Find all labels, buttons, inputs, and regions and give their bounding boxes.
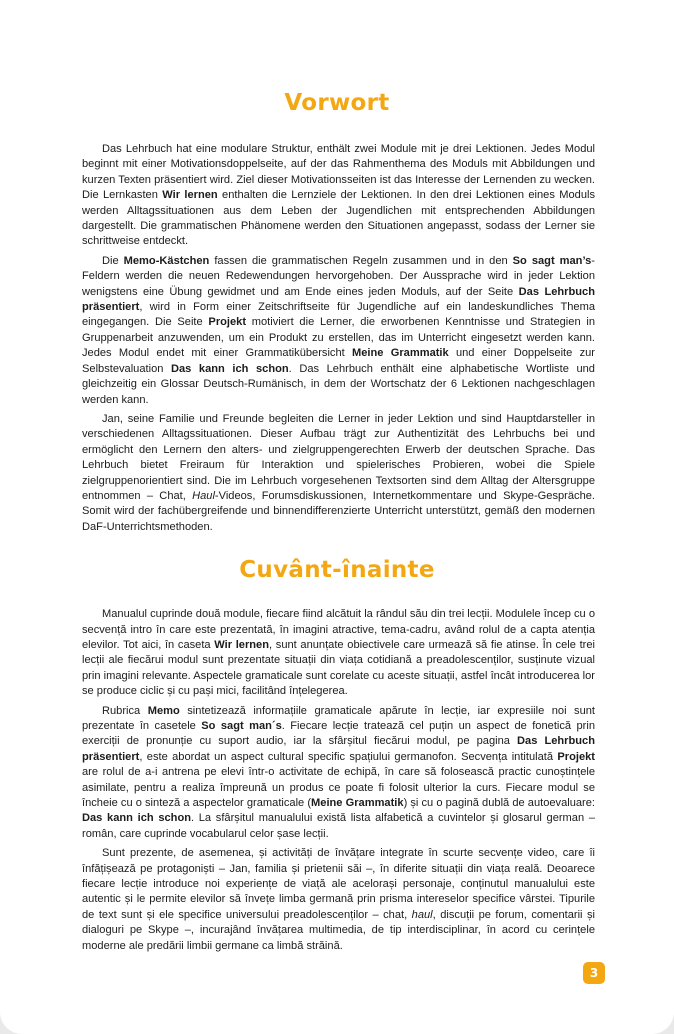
paragraph [82,254,595,408]
paragraph [82,607,595,699]
text-run: are rolul de a-i antrena pe elevi într-o activitate de echipă, în care să folosească practic cunoștințele asimilate, pentru a realiza împreună un produs ce poate fi folosit ulterior la curs. Fiecare modul se încheie cu o sinteză a aspectelor gramaticale ( [82,766,595,810]
section-title-cuvant-inainte: Cuvânt-înainte [239,557,435,584]
bold-term: Projekt [557,750,595,763]
text-run: , discuții pe forum, comentarii și dialoguri pe Skype –, incurajând învățarea multimedia, de tip interdisciplinar, în acord cu cerințele moderne ale predării limbii germane ca limbă străină. [82,908,595,952]
bold-term: Memo-Kästchen [123,254,210,267]
page-number-badge: 3 [583,962,605,984]
vorwort-body [82,142,595,535]
text-run: enthalten die Lernziele der Lektionen. In den drei Lektionen eines Moduls werden Alltagssituationen aus dem Leben der Jugendlichen mit entsprechenden Abbildungen dargestellt. Die grammatischen Phänomene werden den Situationen angepasst, sodass der Lerner sie schrittweise entdeckt. [82,189,596,248]
text-run: sintetizează informațiile gramaticale apărute în lecție, iar expresiile noi sunt prezentate în casetele [82,704,595,732]
text-run: Sunt prezente, de asemenea, și activități de învățare integrate în scurte secvențe video, care îi înfățișează pe protagoniști – Jan, familia și prietenii săi –, în diferite situații din viața reală. Deoarece fiecare lecție introduce noi experiențe de viață ale acelorași personaje, conținutul manualului este autentic și le permite elevilor să învețe limba germană prin prisma intereselor specifice vârstei. Tipurile de text sunt și ele specifice universului preadolescenților – chat, [82,847,595,921]
text-run: , wird in Form einer Zeitschriftseite für Jugendliche auf ein landeskundliches Thema eingegangen. Die Seite [82,301,595,329]
text-run: . La sfârșitul manualului există lista alfabetică a cuvintelor și glosarul german – român, care cuprinde vocabularul celor șase lecții. [82,812,595,840]
bold-term: Das kann ich schon [82,812,191,825]
section-title-vorwort: Vorwort [284,90,390,116]
text-run: Manualul cuprinde două module, fiecare fiind alcătuit la rândul său din trei lecții. Modulele încep cu o secvență intro în care este prezentată, în imagini atractive, tema-cadru, având rolul de a capta atenția elevilor. Tot aici, în caseta [82,608,595,651]
paragraph [82,412,595,535]
bold-term: So sagt man’s [512,254,592,267]
bold-term: Meine Grammatik [311,797,404,810]
bold-term: Projekt [208,316,247,329]
text-run: , sunt anunțate obiectivele care urmează să fie atinse. În cele trei lecții ale fiecărui modul sunt prezentate situații din viața cotidiană a preadolescenților, susținute vizual prin imagini relevante. Aspectele gramaticale sunt corelate cu aceste situații, astfel încât introducerea lor se produce ciclic și cu pași mici, facilitând înțelegerea. [82,638,595,698]
text-run: . Fiecare lecție tratează cel puțin un aspect de fonetică prin exerciții de pronunție cu suport audio, iar la sfârșitul fiecărui modul, pe pagina [82,720,596,748]
text-run: motiviert die Lerner, die erworbenen Kenntnisse und Strategien in Gruppenarbeit anzuwenden, um ein Produkt zu erstellen, das im Unterricht eingesetzt werden kann. Jedes Modul endet mit einer Grammatikübersicht [82,316,595,360]
bold-term: Das Lehrbuch präsentiert [82,285,595,314]
bold-term: Wir lernen [162,189,218,202]
bold-term: Meine Grammatik [352,347,449,360]
text-run: , este abordat un aspect cultural specific spațiului germanofon. Secvența intitulată [139,750,558,763]
text-run: -Videos, Forumsdiskussionen, Internetkommentare und Skype-Gespräche. Somit wird der fachübergreifende und binnendifferenzierte Unterricht unterstützt, gemäß den modernen DaF-Unterrichtsmethoden. [82,489,595,533]
italic-term: haul [411,908,433,921]
text-run: Rubrica [102,704,148,717]
text-run: fassen die grammatischen Regeln zusammen und in den [209,254,513,267]
paragraph [82,846,595,954]
italic-term: Haul [192,489,215,502]
bold-term: Memo [147,704,180,717]
bold-term: Das kann ich schon [171,362,289,375]
bold-term: Wir lernen [214,638,270,651]
text-run: . Das Lehrbuch enthält eine alphabetische Wortliste und gleichzeitig ein Glossar Deutsch-Rumänisch, in dem der Wortschatz der 6 Lektionen nachgeschlagen werden kann. [82,362,595,406]
text-run: ) și cu o pagină dublă de autoevaluare: [403,797,596,810]
page-footer [0,962,674,984]
paragraph [82,704,595,843]
bold-term: So sagt man´s [201,720,282,732]
text-run: und einer Doppelseite zur Selbstevaluation [82,347,595,375]
cuvant-inainte-body [82,607,595,954]
text-run: Das Lehrbuch hat eine modulare Struktur, enthält zwei Module mit je drei Lektionen. Jedes Modul beginnt mit einer Motivationsdoppelseite, auf der das Rahmenthema des Moduls mit Abbildungen und kurzen Texten präsentiert wird. Ziel dieser Motivationsseiten ist das Interesse der Lernenden zu wecken. Die Lernkasten [82,143,595,202]
bold-term: Das Lehrbuch präsentiert [82,735,595,763]
paragraph [82,142,595,250]
text-run: Die [102,254,124,267]
text-run: -Feldern werden die neuen Redewendungen hervorgehoben. Der Aussprache wird in jeder Lektion wenigstens eine Übung gewidmet und am Ende eines jeden Moduls, auf der Seite [82,254,595,298]
text-run: Jan, seine Familie und Freunde begleiten die Lerner in jeder Lektion und sind Hauptdarsteller in verschiedenen Alltagssituationen. Dieser Aufbau trägt zur Authentizität des Lehrbuchs bei und ermöglicht den Lernern den alters- und zielgruppengerechten Erwerb der deutschen Sprache. Das Lehrbuch bietet Freiraum für Interaktion und spielerisches Probieren, wobei die Spiele zielgruppenorientiert sind. Die im Lehrbuch vorgesehenen Textsorten sind dem Alltag der Altersgruppe entnommen – Chat, [82,412,595,502]
